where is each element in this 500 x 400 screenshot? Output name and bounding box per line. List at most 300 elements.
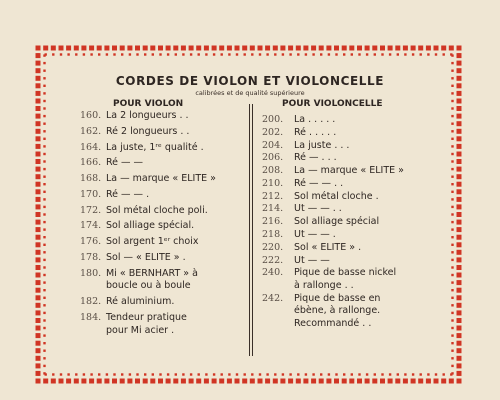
border-dot <box>366 373 368 375</box>
border-dot <box>36 61 41 66</box>
border-dot <box>457 189 462 194</box>
border-dot <box>43 70 45 72</box>
border-dot <box>451 168 453 170</box>
border-dot <box>43 274 45 276</box>
border-dot <box>204 46 209 51</box>
border-dot <box>205 373 207 375</box>
entry-description: Ré — — . <box>106 188 150 200</box>
border-dot <box>418 46 423 51</box>
border-dot <box>36 204 41 209</box>
violoncelle-entry <box>262 255 442 268</box>
violon-strings-list <box>80 110 245 340</box>
border-dot <box>104 46 109 51</box>
entry-number: 182. <box>80 296 102 308</box>
border-dot <box>43 236 45 238</box>
border-dot <box>427 373 429 375</box>
entry-number: 210. <box>262 177 284 189</box>
border-dot <box>181 46 186 51</box>
border-dot <box>43 259 45 261</box>
border-dot <box>59 379 64 384</box>
border-dot <box>451 100 453 102</box>
border-dot <box>457 53 462 58</box>
border-dot <box>43 123 45 125</box>
border-dot <box>403 379 408 384</box>
border-dot <box>303 46 308 51</box>
border-dot <box>443 373 445 375</box>
border-dot <box>36 121 41 126</box>
border-dot <box>451 183 453 185</box>
border-dot <box>435 373 437 375</box>
border-dot <box>43 46 48 51</box>
border-dot <box>451 70 453 72</box>
entry-description: Pique de basse nickel à rallonge . . <box>294 267 397 291</box>
border-dot <box>434 379 439 384</box>
border-dot <box>320 53 322 55</box>
border-dot <box>227 46 232 51</box>
border-dot <box>288 379 293 384</box>
border-dot <box>182 373 184 375</box>
border-dot <box>166 46 171 51</box>
border-dot <box>75 53 77 55</box>
border-dot <box>36 318 41 323</box>
entry-description: La — marque « ELITE » <box>294 165 404 177</box>
border-dot <box>451 228 453 230</box>
border-dot <box>342 46 347 51</box>
border-dot <box>457 136 462 141</box>
border-dot <box>43 251 45 253</box>
border-dot <box>173 379 178 384</box>
border-dot <box>43 183 45 185</box>
border-dot <box>334 379 339 384</box>
border-dot <box>36 212 41 217</box>
violon-entry <box>80 252 245 265</box>
border-dot <box>320 373 322 375</box>
border-dot <box>36 114 41 119</box>
border-dot <box>36 288 41 293</box>
border-dot <box>60 53 62 55</box>
border-dot <box>43 168 45 170</box>
column-divider-right-rule <box>252 104 253 356</box>
entry-description: Sol métal cloche . <box>294 190 379 202</box>
border-dot <box>451 365 453 367</box>
border-dot <box>420 373 422 375</box>
border-dot <box>312 373 314 375</box>
entry-number: 222. <box>262 254 284 266</box>
border-dot <box>451 176 453 178</box>
border-dot <box>412 53 414 55</box>
border-dot <box>411 46 416 51</box>
border-dot <box>135 46 140 51</box>
border-dot <box>36 159 41 164</box>
border-dot <box>374 373 376 375</box>
border-dot <box>328 53 330 55</box>
border-dot <box>451 244 453 246</box>
border-dot <box>136 53 138 55</box>
violoncelle-entry <box>262 242 442 255</box>
border-dot <box>266 53 268 55</box>
border-dot <box>152 53 154 55</box>
entry-number: 206. <box>262 152 284 164</box>
violoncelle-entry <box>262 165 442 178</box>
entry-number: 160. <box>80 110 102 121</box>
border-dot <box>36 250 41 255</box>
border-dot <box>274 53 276 55</box>
border-dot <box>296 46 301 51</box>
border-dot <box>67 53 69 55</box>
border-dot <box>449 46 454 51</box>
border-dot <box>451 130 453 132</box>
border-dot <box>451 304 453 306</box>
entry-description: Sol « ELITE » . <box>294 241 362 253</box>
border-dot <box>358 373 360 375</box>
entry-number: 208. <box>262 165 284 177</box>
violon-entry <box>80 173 245 186</box>
border-dot <box>404 373 406 375</box>
border-dot <box>36 295 41 300</box>
border-dot <box>457 356 462 361</box>
border-dot <box>251 53 253 55</box>
border-dot <box>59 46 64 51</box>
border-dot <box>457 348 462 353</box>
entry-number: 240. <box>262 267 284 279</box>
entry-description: Tendeur pratique pour Mi acier . <box>106 311 187 336</box>
border-dot <box>305 373 307 375</box>
border-dot <box>381 53 383 55</box>
violoncelle-entry <box>262 114 442 127</box>
border-dot <box>335 373 337 375</box>
border-dot <box>380 46 385 51</box>
border-dot <box>457 295 462 300</box>
entry-number: 178. <box>80 252 102 264</box>
border-dot <box>36 144 41 149</box>
border-dot <box>273 46 278 51</box>
violon-entry <box>80 312 245 337</box>
entry-number: 202. <box>262 126 284 138</box>
border-dot <box>265 46 270 51</box>
border-dot <box>296 379 301 384</box>
border-dot <box>36 348 41 353</box>
violon-entry <box>80 236 245 249</box>
border-dot <box>457 280 462 285</box>
entry-number: 176. <box>80 236 102 248</box>
border-dot <box>451 350 453 352</box>
border-dot <box>196 379 201 384</box>
entry-description: Ré — — . . <box>294 177 344 189</box>
border-dot <box>451 251 453 253</box>
entry-number: 174. <box>80 220 102 232</box>
violon-entry <box>80 220 245 233</box>
border-dot <box>212 46 217 51</box>
border-dot <box>36 242 41 247</box>
column-divider-left-rule <box>249 104 250 356</box>
border-dot <box>167 53 169 55</box>
border-dot <box>328 373 330 375</box>
border-dot <box>36 197 41 202</box>
border-dot <box>236 53 238 55</box>
violon-entry <box>80 142 245 155</box>
border-dot <box>451 107 453 109</box>
border-dot <box>457 220 462 225</box>
border-dot <box>457 121 462 126</box>
border-dot <box>343 53 345 55</box>
violon-entry <box>80 126 245 139</box>
entry-description: Ut — — . . <box>294 203 342 215</box>
border-dot <box>451 266 453 268</box>
violon-entry <box>80 189 245 202</box>
entry-description: Ut — — <box>294 254 330 266</box>
border-dot <box>451 297 453 299</box>
border-dot <box>190 373 192 375</box>
border-dot <box>457 310 462 315</box>
border-dot <box>395 379 400 384</box>
border-dot <box>457 326 462 331</box>
border-dot <box>106 373 108 375</box>
border-dot <box>451 327 453 329</box>
violon-entry <box>80 268 245 293</box>
border-dot <box>36 257 41 262</box>
border-dot <box>198 373 200 375</box>
border-dot <box>451 54 453 56</box>
border-dot <box>66 46 71 51</box>
border-dot <box>411 379 416 384</box>
page-subtitle: calibrées et de qualité supérieure <box>195 89 305 97</box>
border-dot <box>36 371 41 376</box>
border-dot <box>43 228 45 230</box>
border-dot <box>127 379 132 384</box>
border-dot <box>36 68 41 73</box>
entry-number: 218. <box>262 229 284 241</box>
border-dot <box>365 379 370 384</box>
page-title: CORDES DE VIOLON ET VIOLONCELLE <box>115 74 385 88</box>
border-dot <box>457 129 462 134</box>
border-dot <box>150 46 155 51</box>
border-dot <box>43 107 45 109</box>
border-dot <box>43 327 45 329</box>
border-dot <box>334 46 339 51</box>
entry-number: 162. <box>80 125 102 137</box>
border-dot <box>43 221 45 223</box>
border-dot <box>343 373 345 375</box>
border-dot <box>166 379 171 384</box>
border-dot <box>457 174 462 179</box>
border-dot <box>349 379 354 384</box>
border-dot <box>36 174 41 179</box>
border-dot <box>259 373 261 375</box>
border-dot <box>451 289 453 291</box>
border-dot <box>36 136 41 141</box>
border-dot <box>43 100 45 102</box>
border-dot <box>443 53 445 55</box>
border-dot <box>36 189 41 194</box>
border-dot <box>236 373 238 375</box>
border-dot <box>213 373 215 375</box>
border-dot <box>43 334 45 336</box>
border-dot <box>129 373 131 375</box>
border-dot <box>326 46 331 51</box>
border-dot <box>152 373 154 375</box>
border-dot <box>43 289 45 291</box>
border-dot <box>51 379 56 384</box>
violoncelle-entry <box>262 191 442 204</box>
border-dot <box>259 53 261 55</box>
border-dot <box>43 372 45 374</box>
border-dot <box>457 167 462 172</box>
border-dot <box>43 213 45 215</box>
border-dot <box>457 61 462 66</box>
border-dot <box>358 53 360 55</box>
border-dot <box>81 379 86 384</box>
border-dot <box>342 379 347 384</box>
entry-description: Sol argent 1ᵉʳ choix <box>106 236 199 248</box>
border-dot <box>242 379 247 384</box>
border-dot <box>112 379 117 384</box>
border-dot <box>158 379 163 384</box>
border-dot <box>43 130 45 132</box>
border-dot <box>36 280 41 285</box>
border-dot <box>250 379 255 384</box>
border-dot <box>228 53 230 55</box>
border-dot <box>441 379 446 384</box>
border-dot <box>449 379 454 384</box>
border-dot <box>305 53 307 55</box>
border-dot <box>51 46 56 51</box>
border-dot <box>457 227 462 232</box>
border-dot <box>372 46 377 51</box>
border-dot <box>457 144 462 149</box>
border-dot <box>412 373 414 375</box>
entry-description: Ré aluminium. <box>106 296 175 308</box>
border-dot <box>36 167 41 172</box>
border-dot <box>258 46 263 51</box>
border-dot <box>451 62 453 64</box>
border-dot <box>265 379 270 384</box>
entry-number: 212. <box>262 190 284 202</box>
border-dot <box>81 46 86 51</box>
border-dot <box>36 235 41 240</box>
entry-number: 242. <box>262 292 284 304</box>
border-dot <box>36 106 41 111</box>
violoncelle-strings-list <box>262 114 442 331</box>
violoncelle-entry <box>262 216 442 229</box>
border-dot <box>52 373 54 375</box>
border-dot <box>282 53 284 55</box>
entry-description: La . . . . . <box>294 114 336 125</box>
border-dot <box>36 46 41 51</box>
border-dot <box>74 46 79 51</box>
border-dot <box>43 379 48 384</box>
border-dot <box>280 379 285 384</box>
violon-entry <box>80 296 245 309</box>
border-dot <box>457 114 462 119</box>
border-dot <box>311 379 316 384</box>
border-dot <box>43 153 45 155</box>
border-dot <box>36 363 41 368</box>
border-dot <box>273 379 278 384</box>
violoncelle-entry <box>262 293 442 331</box>
border-dot <box>36 129 41 134</box>
border-dot <box>457 318 462 323</box>
border-dot <box>451 274 453 276</box>
border-dot <box>219 46 224 51</box>
border-dot <box>244 373 246 375</box>
border-dot <box>451 334 453 336</box>
border-dot <box>457 379 462 384</box>
border-dot <box>97 379 102 384</box>
border-dot <box>43 176 45 178</box>
border-dot <box>451 357 453 359</box>
border-dot <box>457 159 462 164</box>
violoncelle-column-heading: POUR VIOLONCELLE <box>282 99 383 109</box>
border-dot <box>457 363 462 368</box>
border-dot <box>289 53 291 55</box>
violon-entry <box>80 205 245 218</box>
border-dot <box>43 115 45 117</box>
border-dot <box>43 145 45 147</box>
border-dot <box>127 46 132 51</box>
violoncelle-entry <box>262 127 442 140</box>
border-dot <box>372 379 377 384</box>
entry-number: 166. <box>80 157 102 169</box>
entry-description: Ut — — . <box>294 229 336 241</box>
entry-description: Sol métal cloche poli. <box>106 204 208 216</box>
border-dot <box>311 46 316 51</box>
border-dot <box>404 53 406 55</box>
border-dot <box>457 99 462 104</box>
border-dot <box>43 304 45 306</box>
border-dot <box>213 53 215 55</box>
border-dot <box>451 259 453 261</box>
border-dot <box>143 379 148 384</box>
border-dot <box>457 212 462 217</box>
violon-column-heading: POUR VIOLON <box>113 99 184 109</box>
border-dot <box>36 220 41 225</box>
entry-description: Ré — — <box>106 157 144 169</box>
border-dot <box>451 312 453 314</box>
border-dot <box>441 46 446 51</box>
border-dot <box>36 265 41 270</box>
border-dot <box>120 379 125 384</box>
border-dot <box>451 342 453 344</box>
entry-number: 216. <box>262 216 284 228</box>
border-dot <box>36 356 41 361</box>
border-dot <box>175 53 177 55</box>
border-dot <box>198 53 200 55</box>
border-dot <box>43 198 45 200</box>
border-dot <box>357 46 362 51</box>
border-dot <box>388 46 393 51</box>
border-dot <box>351 53 353 55</box>
border-dot <box>451 319 453 321</box>
border-dot <box>312 53 314 55</box>
border-dot <box>434 46 439 51</box>
border-dot <box>98 373 100 375</box>
border-dot <box>427 53 429 55</box>
border-dot <box>227 379 232 384</box>
border-dot <box>457 265 462 270</box>
border-dot <box>319 379 324 384</box>
border-dot <box>60 373 62 375</box>
border-dot <box>36 333 41 338</box>
border-dot <box>228 373 230 375</box>
border-dot <box>36 53 41 58</box>
border-dot <box>244 53 246 55</box>
border-dot <box>319 46 324 51</box>
border-dot <box>98 53 100 55</box>
entry-number: 180. <box>80 267 102 279</box>
border-dot <box>66 379 71 384</box>
border-dot <box>182 53 184 55</box>
border-dot <box>43 312 45 314</box>
